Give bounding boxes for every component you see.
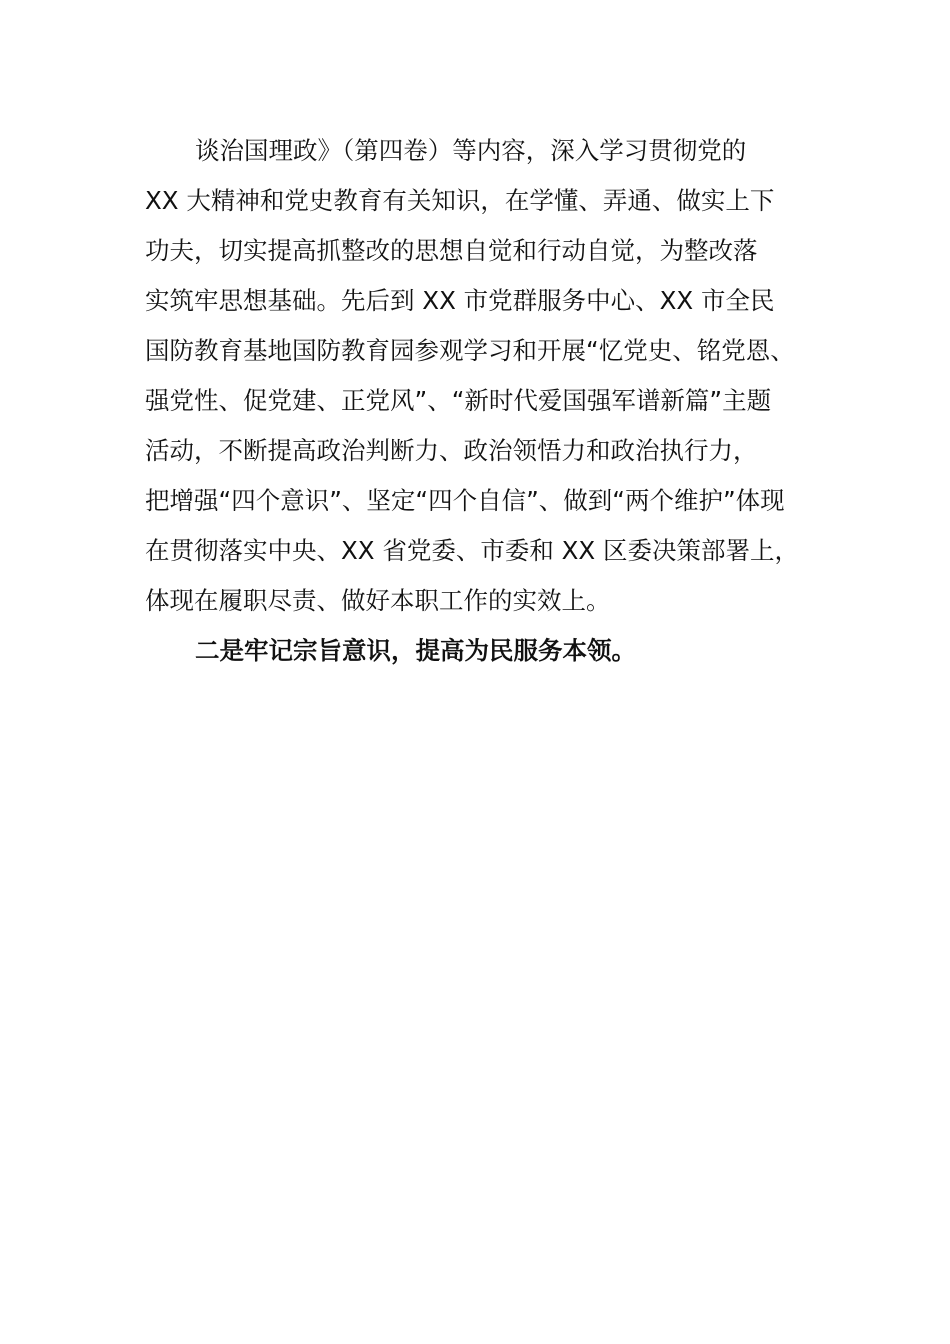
paragraph-line: 实筑牢思想基础。先后到 XX 市党群服务中心、XX 市全民 <box>145 286 775 315</box>
paragraph-line: 活动，不断提高政治判断力、政治领悟力和政治执行力， <box>145 436 758 465</box>
paragraph-line: XX 大精神和党史教育有关知识，在学懂、弄通、做实上下 <box>145 186 775 215</box>
paragraph-line: 国防教育基地国防教育园参观学习和开展“忆党史、铭党恩、 <box>145 336 795 365</box>
paragraph-body <box>145 126 835 626</box>
paragraph-line: 功夫，切实提高抓整改的思想自觉和行动自觉，为整改落 <box>145 236 758 265</box>
section-heading: 二是牢记宗旨意识，提高为民服务本领。 <box>195 636 636 665</box>
paragraph-line: 体现在履职尽责、做好本职工作的实效上。 <box>145 586 611 615</box>
paragraph-line: 强党性、促党建、正党风”、“新时代爱国强军谱新篇”主题 <box>145 386 772 415</box>
paragraph-line: 把增强“四个意识”、坚定“四个自信”、做到“两个维护”体现 <box>145 486 785 515</box>
paragraph-line: 谈治国理政》（第四卷）等内容，深入学习贯彻党的 <box>195 136 747 165</box>
paragraph-line: 在贯彻落实中央、XX 省党委、市委和 XX 区委决策部署上， <box>145 536 799 565</box>
